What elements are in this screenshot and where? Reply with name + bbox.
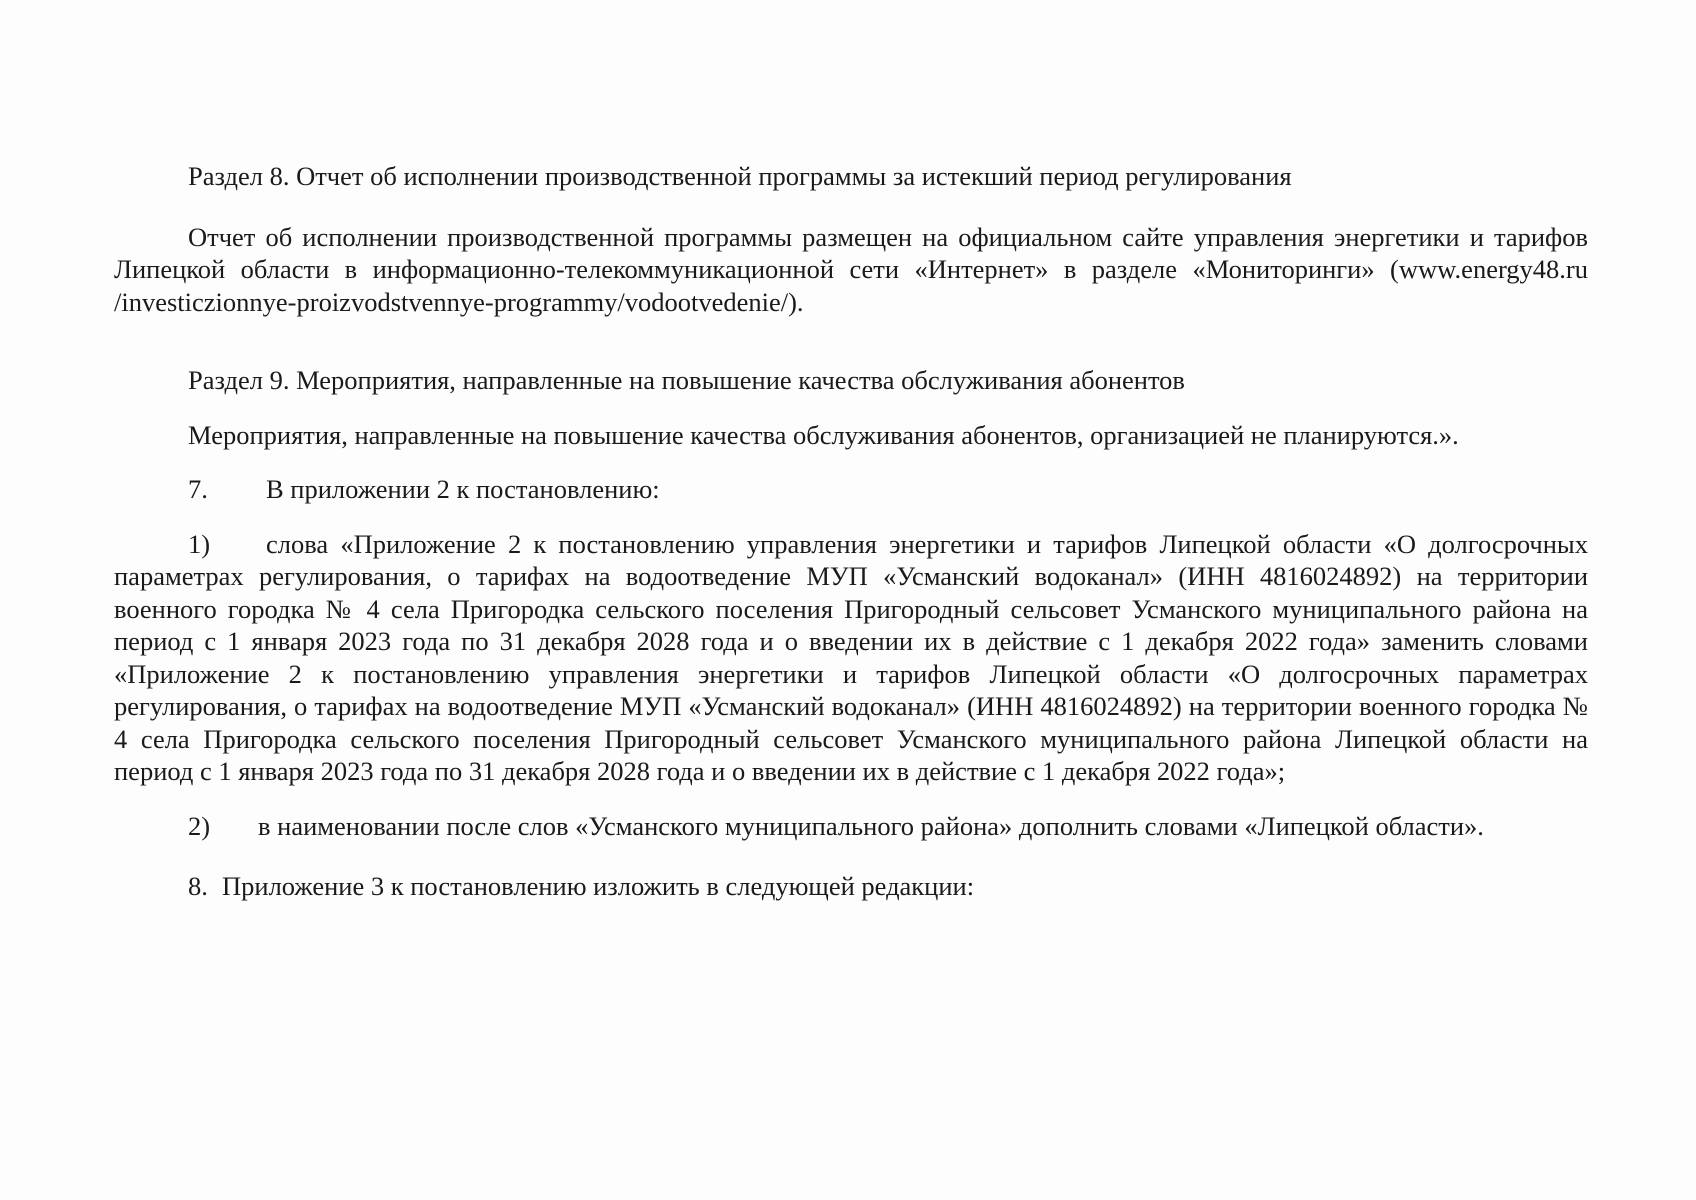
item-7-sub-1 (114, 528, 1588, 788)
item-7-sub-2 (188, 810, 1588, 843)
section-9-heading: Раздел 9. Мероприятия, направленные на повышение качества обслуживания абонентов (188, 365, 1185, 395)
item-8-text: Приложение 3 к постановлению изложить в следующей редакции: (222, 871, 975, 901)
item-7 (188, 473, 1588, 506)
section-8-heading: Раздел 8. Отчет об исполнении производственной программы за истекший период регулирования (188, 161, 1292, 191)
item-8-number: 8. (188, 871, 208, 901)
sub-2-text: в наименовании после слов «Усманского муниципального района» дополнить словами «Липецкой области». (258, 810, 1484, 841)
item-8 (188, 870, 1588, 903)
sub-1-text: слова «Приложение 2 к постановлению управления энергетики и тарифов Липецкой области «О долгосрочных параметрах регулирования, о тарифах на водоотведение МУП «Усманский водоканал» (ИНН 4816024892) на территории военного городка № 4 села Пригородка сельского поселения Пригородный сельсовет Усманского муниципального района на период с 1 января 2023 года по 31 декабря 2028 года и о введении их в действие с 1 декабря 2022 года» заменить словами «Приложение 2 к постановлению управления энергетики и тарифов Липецкой области «О долгосрочных параметрах регулирования, о тарифах на водоотведение МУП «Усманский водоканал» (ИНН 4816024892) на территории военного городка № 4 села Пригородка сельского поселения Пригородный сельсовет Усманского муниципального района Липецкой области на период с 1 января 2023 года по 31 декабря 2028 года и о введении их в действие с 1 декабря 2022 года»; (114, 528, 1588, 786)
item-7-text: В приложении 2 к постановлению: (266, 474, 660, 504)
section-8-body: Отчет об исполнении производственной программы размещен на официальном сайте управления энергетики и тарифов Липецкой области в информационно-телекоммуникационной сети «Интернет» в разделе «Мониторинги» (www.energy48.ru /investiczionnye-proizvodstvennye-programmy/vodootvedenie/). (114, 221, 1588, 317)
item-7-number: 7. (188, 474, 208, 504)
section-9-body: Мероприятия, направленные на повышение качества обслуживания абонентов, организацией не планируются.». (188, 419, 1459, 450)
document-body (114, 160, 1588, 903)
sub-2-number: 2) (188, 810, 211, 841)
sub-1-number: 1) (188, 528, 211, 559)
